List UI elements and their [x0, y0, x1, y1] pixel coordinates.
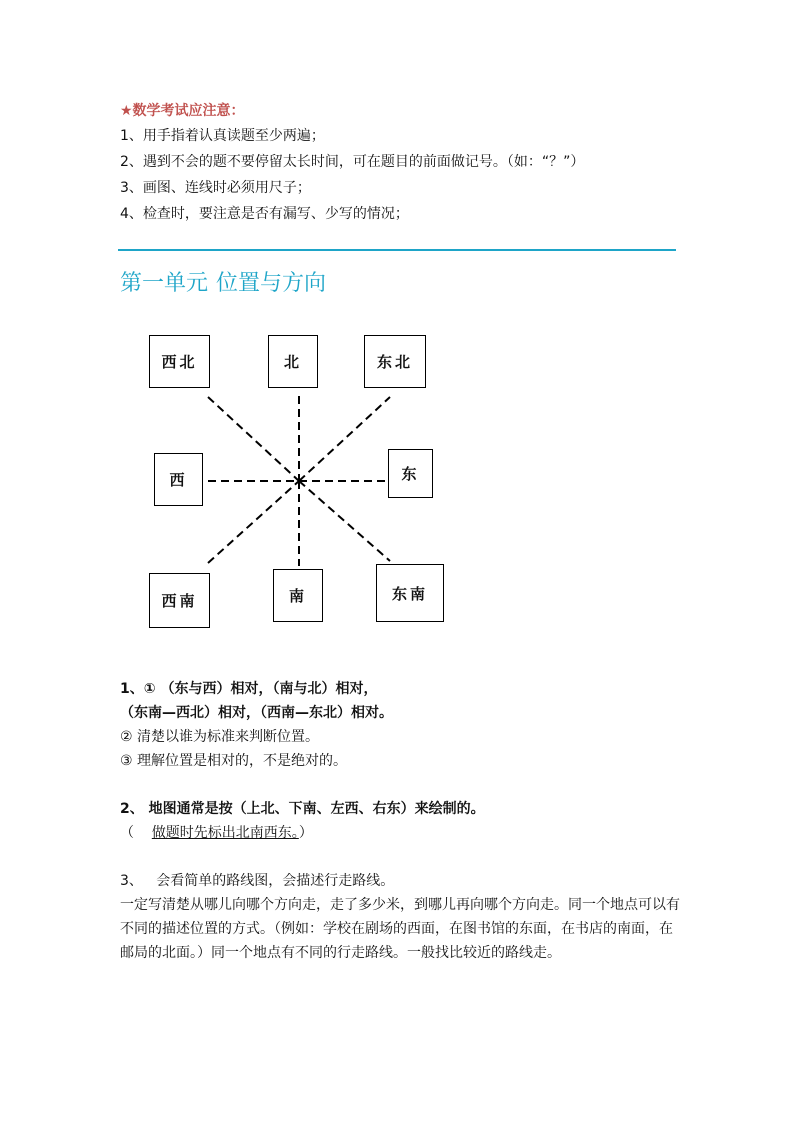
box-southeast: 东南 — [376, 564, 444, 622]
s3-line1: 3、 会看简单的路线图，会描述行走路线。 — [120, 873, 395, 889]
s2-open: （ — [120, 825, 152, 841]
box-northeast: 东北 — [364, 335, 426, 388]
unit-label: 第一单元 — [120, 271, 209, 296]
s3-paragraph: 一定写清楚从哪儿向哪个方向走，走了多少米，到哪儿再向哪个方向走。同一个地点可以有不同的描述位置的方式。（例如：学校在剧场的西面，在图书馆的东面，在书店的南面，在邮局的北面。）同一个地点有不同的行走路线。一般找比较近的路线走。 — [120, 897, 680, 961]
line-southwest — [208, 481, 299, 563]
s1-line1: 1、① （东与西）相对，（南与北）相对， — [120, 681, 378, 697]
s2-underlined: 做题时先标出北南西东。 — [151, 825, 299, 841]
note-item-3: 3、画图、连线时必须用尺子； — [120, 180, 311, 196]
note-item-1: 1、用手指着认真读题至少两遍； — [120, 128, 325, 144]
s2-line2 — [120, 822, 313, 844]
box-east: 东 — [388, 449, 433, 498]
line-northwest — [208, 397, 299, 481]
note-item-4: 4、检查时，要注意是否有漏写、少写的情况； — [120, 206, 409, 222]
unit-title: 位置与方向 — [216, 271, 327, 296]
s1-line4: ③ 理解位置是相对的，不是绝对的。 — [120, 753, 348, 769]
s1-line2: （东南—西北）相对，（西南—东北）相对。 — [120, 705, 393, 721]
box-north: 北 — [268, 335, 318, 388]
s1-line3: ② 清楚以谁为标准来判断位置。 — [120, 729, 320, 745]
box-southwest: 西南 — [149, 573, 210, 628]
s2-line1: 2、 地图通常是按（上北、下南、左西、右东）来绘制的。 — [120, 801, 485, 817]
box-west: 西 — [154, 453, 203, 506]
box-northwest: 西北 — [149, 335, 210, 388]
notes-title: ★数学考试应注意： — [120, 103, 245, 119]
s2-close: ） — [298, 825, 313, 841]
line-northeast — [299, 397, 390, 481]
line-southeast — [299, 481, 390, 561]
note-item-2: 2、遇到不会的题不要停留太长时间，可在题目的前面做记号。（如：“？”） — [120, 154, 585, 170]
box-south: 南 — [273, 569, 323, 622]
